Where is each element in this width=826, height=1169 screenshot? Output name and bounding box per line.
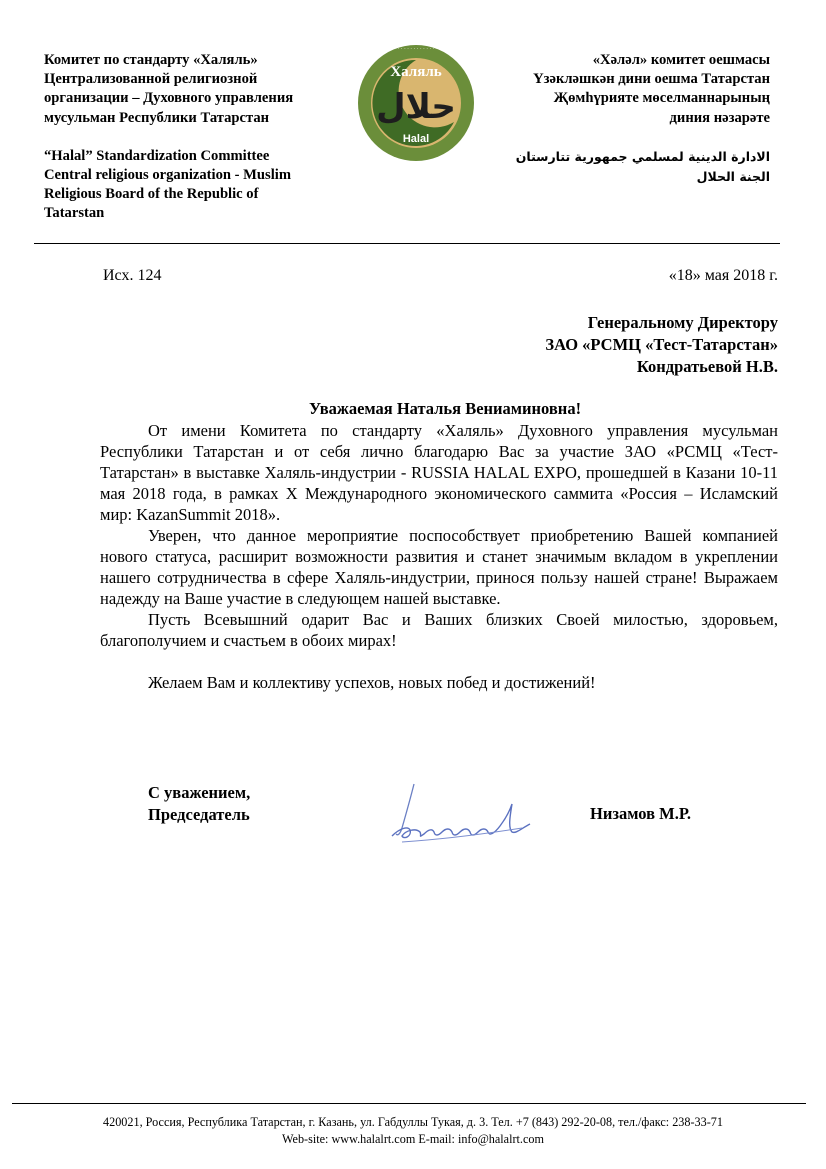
addressee-line: Кондратьевой Н.В. xyxy=(636,357,778,376)
footer-address: 420021, Россия, Республика Татарстан, г. Казань, ул. Габдуллы Тукая, д. 3. Тел. +7 (843) 292-20-08, тел./факс: 238-33-71 xyxy=(103,1115,723,1129)
logo-bottom-text: Halal xyxy=(402,133,430,145)
header-divider xyxy=(34,243,780,244)
letter-body xyxy=(100,420,778,693)
body-paragraph-wish: Желаем Вам и коллективу успехов, новых побед и достижений! xyxy=(148,673,596,692)
closing-title: Председатель xyxy=(148,805,250,824)
salutation xyxy=(0,399,826,419)
header-right-tt-line: Үзәкләшкән дини оешма Татарстан xyxy=(533,71,770,88)
header-left-en-line: Religious Board of the Republic of xyxy=(44,186,259,203)
footer xyxy=(0,1114,826,1148)
footer-divider xyxy=(12,1103,806,1104)
halal-logo-icon xyxy=(356,38,476,168)
header-left-block xyxy=(44,51,354,224)
header-left-en-line: Central religious organization - Muslim xyxy=(44,167,291,184)
header-right-ar-line: الجنة الحلال xyxy=(696,168,770,184)
header-left-ru-line: мусульман Республики Татарстан xyxy=(44,109,270,126)
header-right-block xyxy=(470,51,770,187)
header-right-arabic xyxy=(470,147,770,187)
addressee-line: Генеральному Директору xyxy=(587,313,778,332)
header-right-ar-line: الادارة الدينية لمسلمي جمهورية تتارستان xyxy=(515,148,770,164)
letter-date: «18» мая 2018 г. xyxy=(668,267,778,284)
header-left-english xyxy=(44,147,354,224)
header-left-ru-line: Централизованной религиозной xyxy=(44,71,258,88)
header-left-en-line: “Halal” Standardization Committee xyxy=(44,147,270,164)
header-right-tt-line: Җөмһүрияте мөселманнарының xyxy=(553,90,770,107)
logo-center-text: حلال xyxy=(376,87,456,127)
logo-ring-dots: · · · · · · · · · · · · · · xyxy=(394,46,438,52)
halal-logo xyxy=(356,38,476,168)
addressee-block xyxy=(545,312,778,378)
addressee-line: ЗАО «РСМЦ «Тест-Татарстан» xyxy=(545,335,778,354)
header-left-ru-line: Комитет по стандарту «Халяль» xyxy=(44,52,258,68)
logo-ring-text: Халяль xyxy=(390,64,442,80)
header-right-tatar xyxy=(470,51,770,128)
header-left-ru-line: организации – Духовного управления xyxy=(44,90,294,107)
signer-name: Низамов М.Р. xyxy=(590,804,691,823)
body-paragraph: Пусть Всевышний одарит Вас и Ваших близких Своей милостью, здоровьем, благополучием и счастьем в обоих мирах! xyxy=(100,610,778,650)
header-left-en-line: Tatarstan xyxy=(44,205,105,222)
body-paragraph: От имени Комитета по стандарту «Халяль» Духовного управления мусульман Республики Татарстан и от себя лично благодарю Вас за участие ЗАО «РСМЦ «Тест-Татарстан» в выставке Халяль-индустрии - RUSSIA HALAL EXPO, прошедшей в Казани 10-11 мая 2018 года, в рамках X Международного экономического саммита «Россия – Исламский мир: KazanSummit 2018». xyxy=(100,421,778,524)
header-right-tt-line: диния нәзарәте xyxy=(669,109,770,126)
outgoing-number: Исх. 124 xyxy=(103,267,162,284)
body-paragraph: Уверен, что данное мероприятие поспособствует приобретению Вашей компанией нового статуса, расширит возможности развития и станет значимым вкладом в укреплении нашего сотрудничества в сфере Халяль-индустрии, принося пользу нашей стране! Выражаем надежду на Ваше участие в следующем нашей выставке. xyxy=(100,526,778,608)
closing-block xyxy=(148,782,250,826)
header-right-tt-line: «Хәләл» комитет оешмасы xyxy=(592,52,770,68)
closing-regards: С уважением, xyxy=(148,783,251,802)
salutation-text: Уважаемая Наталья Вениаминовна! xyxy=(308,399,582,418)
signature xyxy=(372,770,552,850)
header-left-russian xyxy=(44,51,354,128)
footer-contacts: Web-site: www.halalrt.com E-mail: info@halalrt.com xyxy=(282,1132,544,1146)
